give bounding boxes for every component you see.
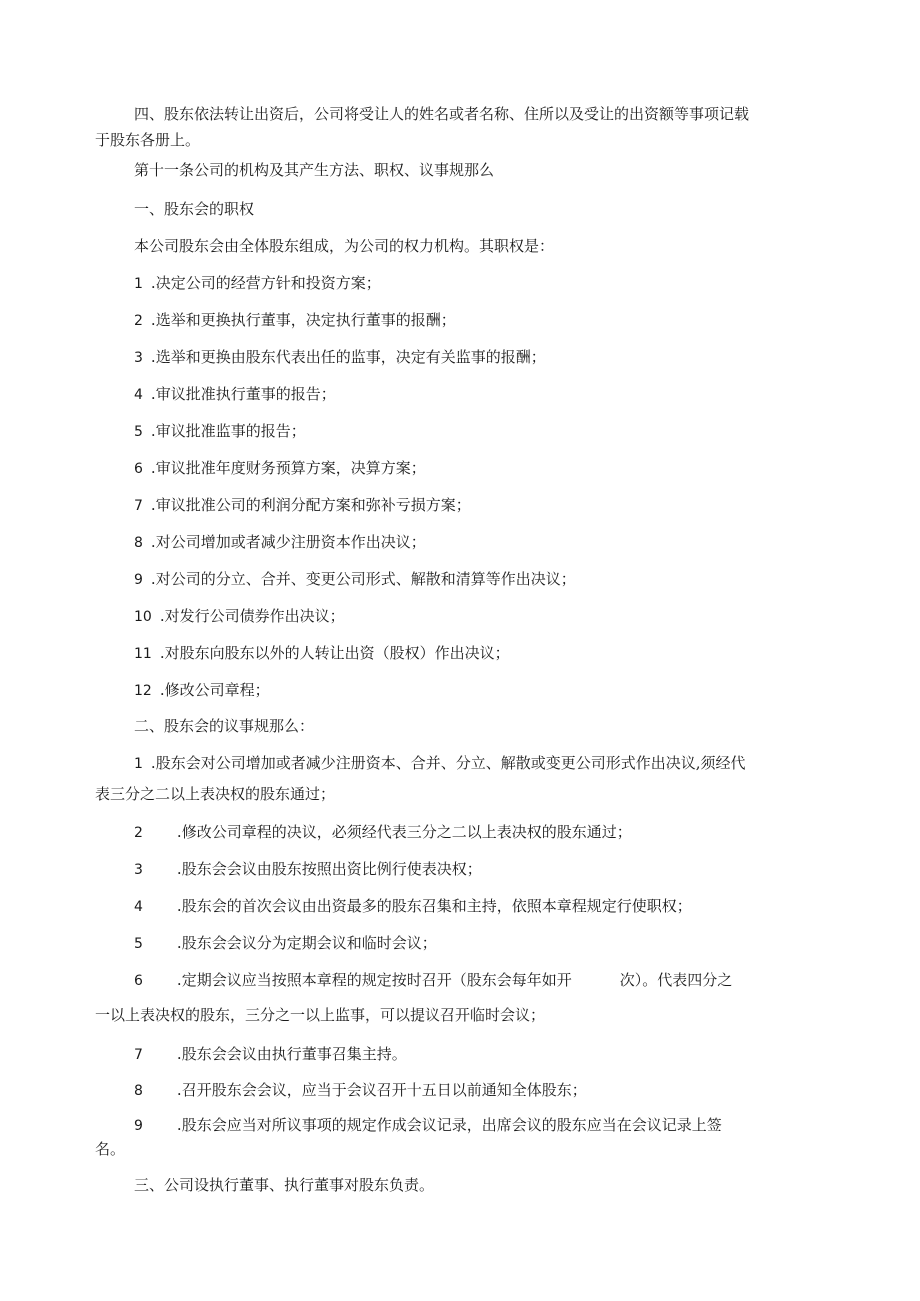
item-text: .审议批准年度财务预算方案，决算方案； [150,459,426,477]
article-title: 第十一条公司的机构及其产生方法、职权、议事规那么 [134,161,495,179]
item-text-continued: 次）。代表四分之 [619,971,733,989]
item-number: 1 [134,276,143,292]
section1-item [134,310,456,331]
item-number: 1 [134,756,143,772]
section1-item [134,569,576,590]
item-number: 9 [134,1118,143,1134]
section2-item-6-line-1 [134,970,732,991]
section2-item [134,859,482,880]
item-text: .股东会会议分为定期会议和临时会议； [176,934,437,952]
section1-item [134,680,270,701]
item-text: .审议批准监事的报告； [150,422,306,440]
item-number: 4 [134,387,143,403]
item-text: .召开股东会会议，应当于会议召开十五日以前通知全体股东； [176,1081,587,1099]
section2-item-6-line-2: 一以上表决权的股东，三分之一以上监事，可以提议召开临时会议； [95,1006,546,1024]
section1-item [134,606,345,627]
item-text: .股东会会议由执行董事召集主持。 [176,1045,407,1063]
item-number: 9 [134,572,143,588]
section1-item [134,273,381,294]
item-text: .修改公司章程； [159,681,270,699]
item-number: 8 [134,535,143,551]
item-number: 6 [134,461,143,477]
section1-item [134,347,546,368]
item-text: .审议批准执行董事的报告； [150,385,336,403]
section2-item-1-line-1 [134,753,745,774]
section2-item-1-line-2: 表三分之二以上表决权的股东通过； [95,785,336,803]
section1-item [134,421,306,442]
section2-item [134,1080,587,1101]
section2-heading: 二、股东会的议事规那么： [134,717,315,735]
section3-heading: 三、公司设执行董事、执行董事对股东负责。 [134,1176,435,1194]
section2-item [134,1044,407,1065]
item-text: .股东会应当对所议事项的规定作成会议记录，出席会议的股东应当在会议记录上签 [176,1116,722,1134]
item-number: 7 [134,1047,143,1063]
section2-item [134,933,437,954]
item-number: 12 [134,683,152,699]
item-text: .对股东向股东以外的人转让出资（股权）作出决议； [159,644,510,662]
intro-line-1: 四、股东依法转让出资后，公司将受让人的姓名或者名称、住所以及受让的出资额等事项记载 [134,105,750,123]
section2-item-9-line-2: 名。 [95,1140,126,1158]
item-text: .决定公司的经营方针和投资方案； [150,274,381,292]
section2-item-9-line-1 [134,1115,722,1136]
item-number: 6 [134,973,143,989]
item-number: 3 [134,862,143,878]
item-text: .对发行公司债券作出决议； [159,607,345,625]
intro-line-2: 于股东各册上。 [95,131,201,149]
item-text: .对公司的分立、合并、变更公司形式、解散和清算等作出决议； [150,570,576,588]
item-text: .选举和更换由股东代表出任的监事，决定有关监事的报酬； [150,348,546,366]
section2-item [134,896,692,917]
item-number: 5 [134,936,143,952]
item-text: .定期会议应当按照本章程的规定按时召开（股东会每年如开 [176,971,572,989]
section1-item [134,384,336,405]
section1-item [134,495,471,516]
item-text: .股东会的首次会议由出资最多的股东召集和主持，依照本章程规定行使职权； [176,897,692,915]
item-number: 2 [134,313,143,329]
item-number: 11 [134,646,152,662]
item-number: 10 [134,609,152,625]
item-text: .股东会会议由股东按照出资比例行使表决权； [176,860,482,878]
item-number: 3 [134,350,143,366]
item-text: .修改公司章程的决议，必须经代表三分之二以上表决权的股东通过； [176,823,632,841]
item-text: .审议批准公司的利润分配方案和弥补亏损方案； [150,496,471,514]
item-text: .选举和更换执行董事，决定执行董事的报酬； [150,311,456,329]
section2-item [134,822,632,843]
section1-item [134,458,426,479]
item-number: 2 [134,825,143,841]
item-number: 8 [134,1083,143,1099]
section1-lead: 本公司股东会由全体股东组成，为公司的权力机构。其职权是： [134,237,555,255]
section1-item [134,532,426,553]
item-text: .股东会对公司增加或者减少注册资本、合并、分立、解散或变更公司形式作出决议,须经代 [150,754,746,772]
item-number: 4 [134,899,143,915]
item-text: .对公司增加或者减少注册资本作出决议； [150,533,426,551]
item-number: 7 [134,498,143,514]
item-number: 5 [134,424,143,440]
section1-heading: 一、股东会的职权 [134,200,255,218]
section1-item [134,643,510,664]
